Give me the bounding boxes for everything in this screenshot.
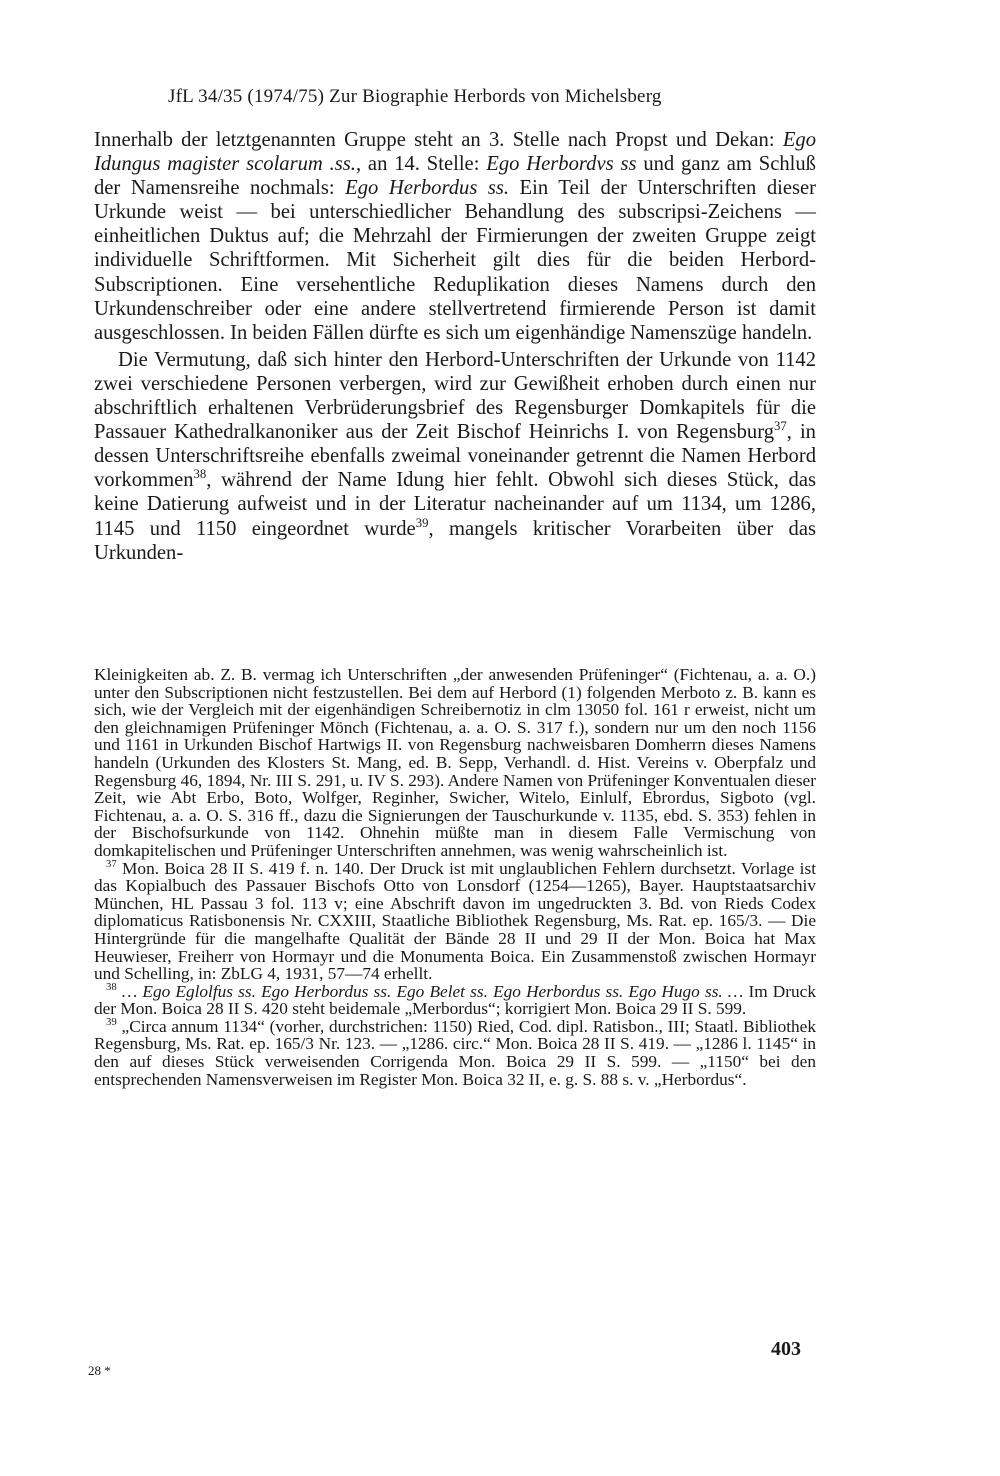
footnote-number: 37 xyxy=(106,857,117,870)
main-text xyxy=(94,128,816,565)
text-run: Ein Teil der Unterschriften dieser Urkunde weist — bei unterschiedlicher Behandlung des subscripsi-Zeichens — einheitlichen Duktus auf; die Mehrzahl der Firmierungen der zweiten Gruppe zeigt individuelle Schriftformen. Mit Sicherheit gilt dies für die beiden Herbord-Subscriptionen. Eine versehentliche Reduplikation dieses Namens durch den Urkundenschreiber oder eine andere stellvertretend firmierende Person ist damit ausgeschlossen. In beiden Fällen dürfte es sich um eigenhändige Namenszüge handeln. xyxy=(94,177,816,344)
page-number: 403 xyxy=(771,1338,801,1360)
footnote-text: „Circa annum 1134“ (vorher, durchstrichen: 1150) Ried, Cod. dipl. Ratisbon., III; Staatl. Bibliothek Regensburg, Ms. Rat. ep. 165/3 Nr. 123. — „1286. circ.“ Mon. Boica 28 II S. 419. — „1286 l. 1145“ in den auf dieses Stück verweisenden Corrigenda Mon. Boica 29 II S. 599. — „1150“ bei den entsprechenden Namensverweisen im Register Mon. Boica 32 II, e. g. S. 88 s. v. „Herbordus“. xyxy=(94,1016,816,1089)
footnote-ref-38: 38 xyxy=(193,467,207,482)
footnote-ref-39: 39 xyxy=(415,515,429,530)
footnote-ref-37: 37 xyxy=(774,419,787,434)
running-head: JfL 34/35 (1974/75) Zur Biographie Herbords von Michelsberg xyxy=(168,86,662,107)
text-run: und ganz am Schluß der Namensreihe nochmals: xyxy=(94,153,816,200)
text-run: Innerhalb der letztgenannten Gruppe steht an 3. Stelle nach Propst und Dekan: xyxy=(94,129,783,151)
footnote-number: 39 xyxy=(106,1016,117,1029)
footnote-text: Im Druck der Mon. Boica 28 II S. 420 steht beidemale „Merbordus“; korrigiert Mon. Boica 29 II S. 599. xyxy=(94,981,816,1019)
footnotes xyxy=(94,666,816,1088)
text-run: , während der Name Idung hier fehlt. Obwohl sich dieses Stück, das keine Datierung aufweist und in der Literatur nacheinander auf um 1134, um 1286, 1145 und 1150 eingeordnet wurde xyxy=(94,469,816,540)
text-run: , mangels kritischer Vorarbeiten über das Urkunden- xyxy=(94,517,816,564)
footnote-italic-text: … Ego Eglolfus ss. Ego Herbordus ss. Ego Belet ss. Ego Herbordus ss. Ego Hugo ss. … xyxy=(116,981,744,1001)
paragraph-2 xyxy=(94,348,816,565)
italic-text: Ego Herbordvs ss xyxy=(486,153,637,176)
footnote-37 xyxy=(94,857,816,984)
footnote-continuation: Kleinigkeiten ab. Z. B. vermag ich Unterschriften „der anwesenden Prüfeninger“ (Fichtenau, a. a. O.) unter den Subscriptionen nicht festzustellen. Bei dem auf Herbord (1) folgenden Merboto z. B. kann es sich, wie der Vergleich mit der eigenhändigen Schreibernotiz in clm 13050 fol. 161 r erweist, nicht um den gleichnamigen Prüfeninger Mönch (Fichtenau, a. a. O. S. 317 f.), sondern nur um den noch 1156 und 1161 in Urkunden Bischof Hartwigs II. von Regensburg nachweisbaren Domherrn dieses Namens handeln (Urkunden des Klosters St. Mang, ed. B. Sepp, Verhandl. d. Hist. Vereins v. Oberpfalz und Regensburg 46, 1894, Nr. III S. 291, u. IV S. 293). Andere Namen von Prüfeninger Konventualen dieser Zeit, wie Abt Erbo, Boto, Wolfger, Reginher, Swicher, Witelo, Einlulf, Ebrordus, Sigboto (vgl. Fichtenau, a. a. O. S. 316 ff., dazu die Signierungen der Tauschurkunde v. 1135, ebd. S. 353) fehlen in der Bischofsurkunde von 1142. Ohnehin müßte man in diesem Falle Vermischung von domkapitelischen und Prüfeninger Unterschriften annehmen, was wenig wahrscheinlich ist. xyxy=(94,665,816,860)
paragraph-1 xyxy=(94,128,816,345)
text-run: , in dessen Unterschriftsreihe ebenfalls zweimal voneinander getrennt die Namen Herbord vorkommen xyxy=(94,421,816,492)
footnote-39 xyxy=(94,1018,816,1088)
footnote-text: Mon. Boica 28 II S. 419 f. n. 140. Der Druck ist mit unglaublichen Fehlern durchsetzt. Vorlage ist das Kopialbuch des Passauer Bischofs Otto von Lonsdorf (1254—1265), Bayer. Hauptstaatsarchiv München, HL Passau 3 fol. 113 v; eine Abschrift davon im ungedruckten 3. Bd. von Rieds Codex diplomaticus Ratisbonensis Nr. CXXIII, Staatliche Bibliothek Regensburg, Ms. Rat. ep. 165/3. — Die Hintergründe für die mangelhafte Qualität der Bände 28 II und 29 II der Mon. Boica hat Max Heuwieser, Freiherr von Hormayr und die Monumenta Boica. Ein Zusammenstoß zwischen Hormayr und Schelling, in: ZbLG 4, 1931, 57—74 erhellt. xyxy=(94,858,816,984)
italic-text: Ego Herbordus ss. xyxy=(345,177,510,200)
text-run: Die Vermutung, daß sich hinter den Herbord-Unterschriften der Urkunde von 1142 zwei verschiedene Personen verbergen, wird zur Gewißheit erhoben durch einen nur abschriftlich erhaltenen Verbrüderungsbrief des Regensburger Domkapitels für die Passauer Kathedralkanoniker aus der Zeit Bischof Heinrichs I. von Regensburg xyxy=(94,348,816,444)
printer-signature: 28 * xyxy=(88,1363,111,1378)
text-run: an 14. Stelle: xyxy=(361,153,487,176)
italic-text: Ego Idungus magister scolarum .ss., xyxy=(94,129,816,176)
footnote-38 xyxy=(94,980,816,1019)
footnote-number: 38 xyxy=(106,980,117,993)
